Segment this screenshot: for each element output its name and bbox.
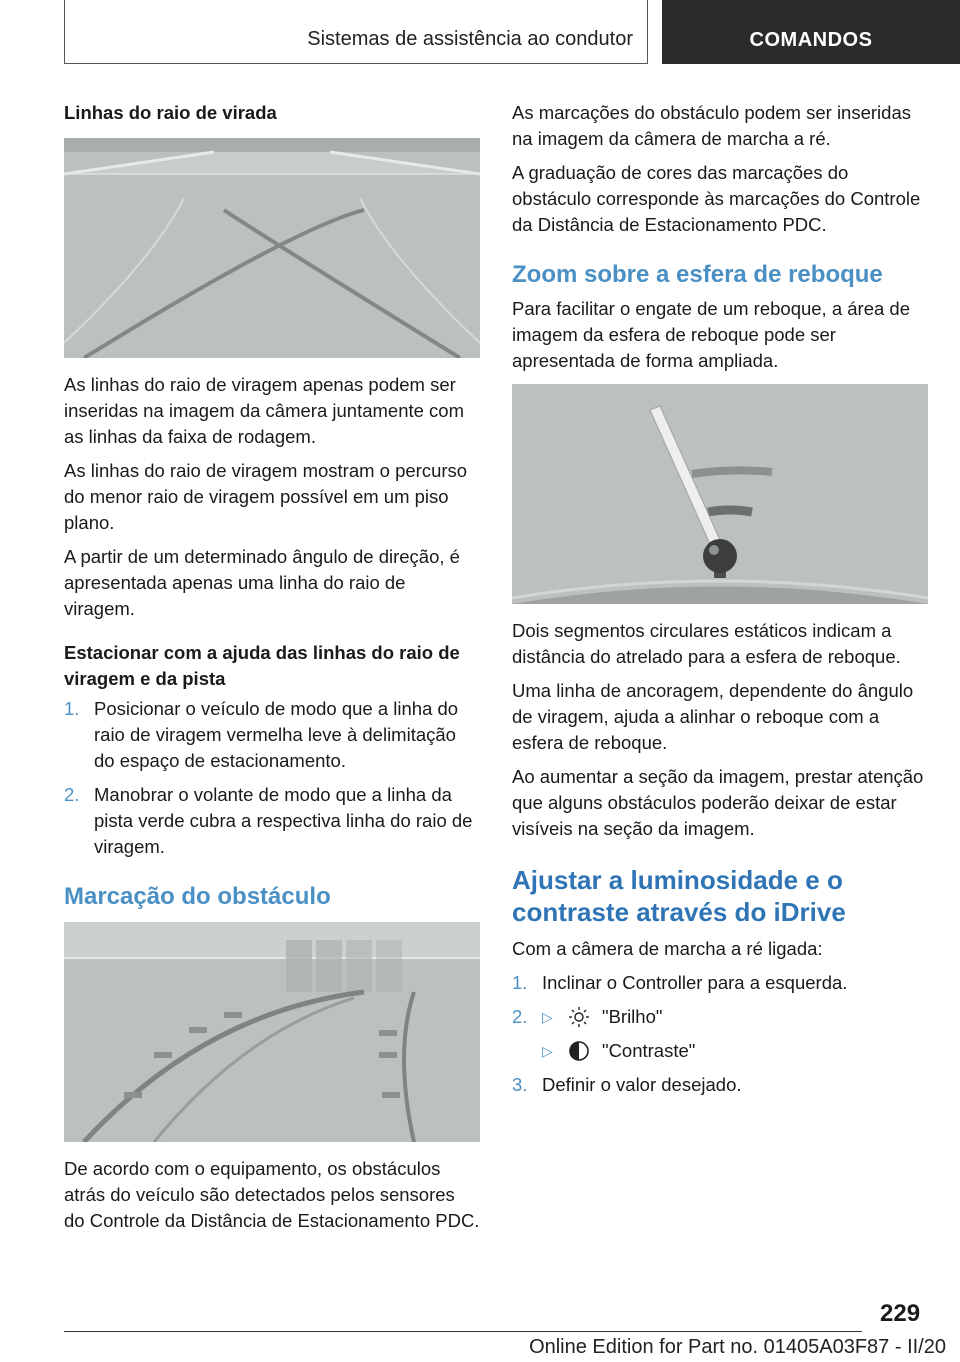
heading-obstacle-marking: Marcação do obstáculo	[64, 883, 331, 910]
step-number: 1.	[64, 698, 80, 719]
step-text: Definir o valor desejado.	[542, 1074, 742, 1095]
paragraph: Dois segmentos circulares estáticos indicam a distância do atrelado para a esfera de reboque.	[512, 620, 901, 667]
step-text: Posicionar o veículo de modo que a linha do raio de viragem vermelha leve à delimitação do espaço de estacionamento.	[94, 698, 459, 771]
turning-radius-lines-image	[64, 138, 480, 358]
paragraph: As linhas do raio de viragem apenas podem ser inseridas na imagem da câmera juntamente com as linhas da faixa de rodagem.	[64, 374, 464, 447]
list-item	[512, 970, 928, 996]
step-number: 2.	[64, 784, 80, 805]
triangle-right-icon: ▷	[542, 1009, 553, 1025]
paragraph: Com a câmera de marcha a ré ligada:	[512, 938, 823, 959]
edition-footer: Online Edition for Part no. 01405A03F87 - II/20	[529, 1336, 946, 1358]
step-text: Manobrar o volante de modo que a linha da pista verde cubra a respectiva linha do raio de viragem.	[94, 784, 473, 857]
menu-path-contrast	[542, 1038, 928, 1064]
contrast-icon	[568, 1040, 590, 1062]
step-text: Inclinar o Controller para a esquerda.	[542, 972, 848, 993]
step-number: 1.	[512, 972, 528, 993]
chapter-tab	[662, 0, 960, 64]
chapter-title: COMANDOS	[749, 29, 873, 51]
right-column	[512, 100, 928, 1106]
paragraph: A graduação de cores das marcações do obstáculo corresponde às marcações do Controle da Distância de Estacionamento PDC.	[512, 162, 921, 235]
section-title: Sistemas de assistência ao condutor	[307, 28, 633, 50]
contrast-label: "Contraste"	[602, 1040, 696, 1061]
tow-ball-zoom-image	[512, 384, 928, 604]
triangle-right-icon: ▷	[542, 1043, 553, 1059]
list-item	[64, 696, 480, 774]
paragraph: As linhas do raio de viragem mostram o percurso do menor raio de viragem possível em um piso plano.	[64, 460, 468, 533]
parking-steps	[64, 696, 480, 860]
obstacle-marking-image	[64, 922, 480, 1142]
brightness-label: "Brilho"	[602, 1006, 663, 1027]
list-item	[512, 1072, 928, 1098]
brightness-icon	[568, 1006, 590, 1028]
heading-turning-radius: Linhas do raio de virada	[64, 102, 277, 123]
page-number: 229	[880, 1300, 921, 1327]
heading-tow-ball-zoom: Zoom sobre a esfera de reboque	[512, 261, 883, 288]
paragraph: Para facilitar o engate de um reboque, a área de imagem da esfera de reboque pode ser apresentada de forma ampliada.	[512, 298, 911, 371]
paragraph: Uma linha de ancoragem, dependente do ângulo de viragem, ajuda a alinhar o reboque com a esfera de reboque.	[512, 680, 914, 753]
step-number: 2.	[512, 1006, 528, 1027]
heading-brightness-contrast: Ajustar a luminosidade e o contraste através do iDrive	[512, 865, 846, 927]
paragraph: A partir de um determinado ângulo de direção, é apresentada apenas uma linha do raio de viragem.	[64, 546, 460, 619]
paragraph: De acordo com o equipamento, os obstáculos atrás do veículo são detectados pelos sensores do Controle da Distância de Estacionamento PDC.	[64, 1158, 480, 1231]
footer-divider	[64, 1331, 862, 1332]
menu-path-brightness	[542, 1004, 928, 1030]
step-number: 3.	[512, 1074, 528, 1095]
heading-parking: Estacionar com a ajuda das linhas do raio de viragem e da pista	[64, 642, 460, 689]
list-item	[64, 782, 480, 860]
paragraph: Ao aumentar a seção da imagem, prestar atenção que alguns obstáculos poderão deixar de estar visíveis na seção da imagem.	[512, 766, 924, 839]
running-header	[64, 0, 648, 64]
idrive-steps	[512, 970, 928, 1098]
list-item	[512, 1004, 928, 1064]
paragraph: As marcações do obstáculo podem ser inseridas na imagem da câmera de marcha a ré.	[512, 102, 911, 149]
left-column	[64, 100, 480, 1242]
